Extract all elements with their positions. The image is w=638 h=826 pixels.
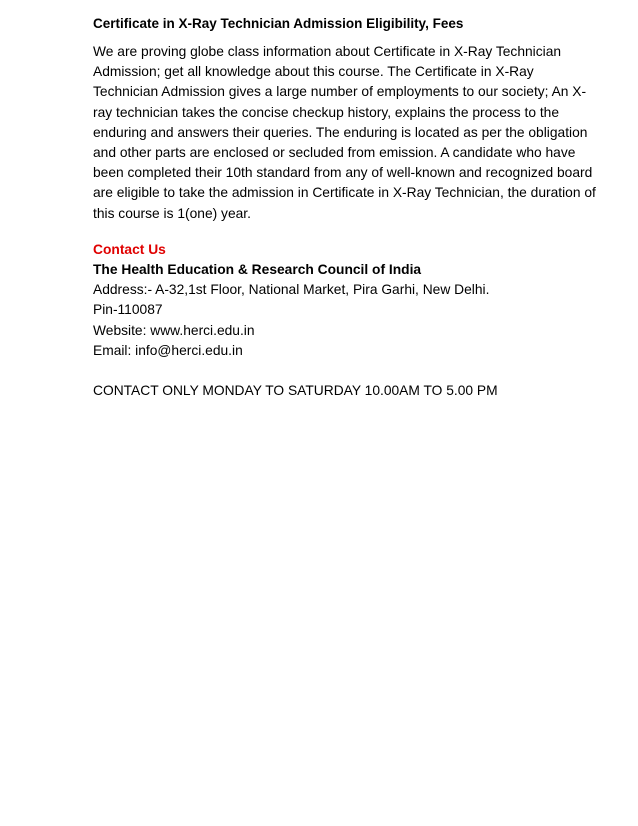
contact-section (93, 240, 598, 401)
email-line: Email: info@herci.edu.in (93, 342, 243, 358)
contact-heading: Contact Us (93, 241, 166, 257)
contact-hours: CONTACT ONLY MONDAY TO SATURDAY 10.00AM TO 5.00 PM (93, 383, 498, 399)
document-page (93, 14, 598, 401)
pin-line: Pin-110087 (93, 302, 163, 318)
spacer (93, 361, 598, 381)
address-line: Address:- A-32,1st Floor, National Market, Pira Garhi, New Delhi. (93, 282, 490, 298)
page-title: Certificate in X-Ray Technician Admission Eligibility, Fees (93, 16, 464, 31)
organization-name: The Health Education & Research Council of India (93, 262, 422, 278)
website-line: Website: www.herci.edu.in (93, 322, 255, 338)
description-paragraph: We are proving globe class information about Certificate in X-Ray Technician Admission; get all knowledge about this course. The Certificate in X-Ray Technician Admission gives a large number of employments to our society; An X-ray technician takes the concise checkup history, explains the process to the enduring and answers their queries. The enduring is located as per the obligation and other parts are enclosed or secluded from emission. A candidate who have been completed their 10th standard from any of well-known and recognized board are eligible to take the admission in Certificate in X-Ray Technician, the duration of this course is 1(one) year. (93, 44, 596, 221)
